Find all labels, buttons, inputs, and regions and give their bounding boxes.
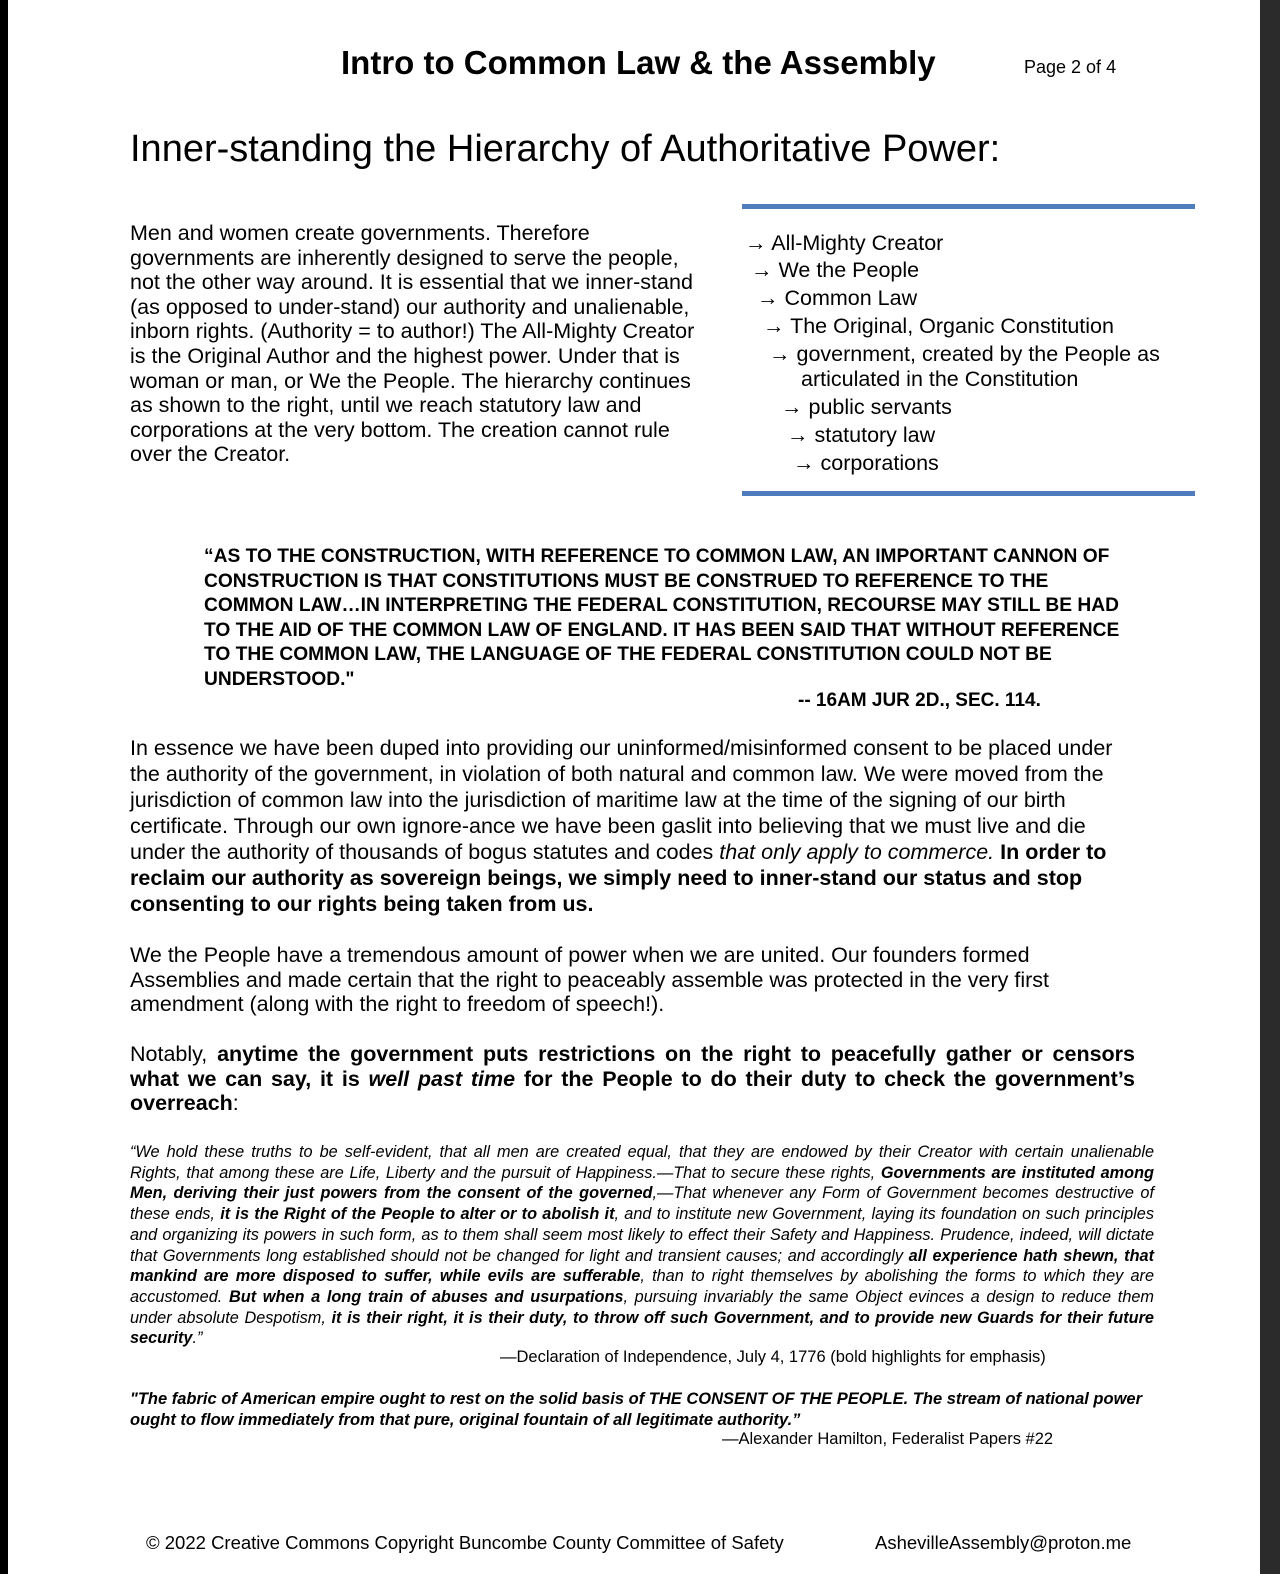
section-heading: Inner-standing the Hierarchy of Authoritative Power: — [130, 128, 1001, 170]
hierarchy-item: → We the People — [751, 258, 920, 282]
document-page — [8, 0, 1260, 1574]
hierarchy-item: → Common Law — [757, 286, 918, 310]
arrow-icon: → — [763, 314, 785, 338]
hierarchy-item: → government, created by the People as — [769, 342, 1160, 366]
hierarchy-bottom-rule — [742, 491, 1195, 496]
intro-paragraph: Men and women create governments. Therefore governments are inherently designed to serve the people, not the other way around. It is essential that we inner-stand (as opposed to under-stand) our authority and unalienable, inborn rights. (Authority = to author!) The All-Mighty Creator is the Original Author and the highest power. Under that is woman or man, or We the People. The hierarchy continues as shown to the right, until we reach statutory law and corporations at the very bottom. The creation cannot rule over the Creator. — [130, 221, 695, 467]
hierarchy-item-continuation: articulated in the Constitution — [801, 367, 1079, 391]
hamilton-quote: "The fabric of American empire ought to rest on the solid basis of THE CONSENT OF THE PEOPLE. The stream of national power ought to flow immediately from that pure, original fountain of all legitimate authority.” — [130, 1390, 1143, 1429]
footer-copyright: © 2022 Creative Commons Copyright Buncombe County Committee of Safety — [146, 1532, 784, 1553]
arrow-icon: → — [769, 342, 791, 366]
document-title: Intro to Common Law & the Assembly — [341, 44, 936, 81]
notably-paragraph: Notably, anytime the government puts restrictions on the right to peacefully gather or censors what we can say, it is well past time for the People to do their duty to check the government’s overreach: — [130, 1042, 1136, 1115]
hierarchy-item: → corporations — [793, 451, 939, 475]
hierarchy-top-rule — [742, 204, 1195, 209]
hierarchy-item: → statutory law — [787, 423, 936, 447]
declaration-quote: “We hold these truths to be self-evident, that all men are created equal, that they are endowed by their Creator with certain unalienable Rights, that among these are Life, Liberty and the pursuit of Happiness.—That to secure these rights, Governments are instituted among Men, deriving their just powers from the consent of the governed,—That whenever any Form of Government becomes destructive of these ends, it is the Right of the People to alter or to abolish it, and to institute new Government, laying its foundation on such principles and organizing its powers in such form, as to them shall seem most likely to effect their Safety and Happiness. Prudence, indeed, will dictate that Governments long established should not be changed for light and transient causes; and accordingly all experience hath shewn, that mankind are more disposed to suffer, while evils are sufferable, than to right themselves by abolishing the forms to which they are accustomed. But when a long train of abuses and usurpations, pursuing invariably the same Object evinces a design to reduce them under absolute Despotism, it is their right, it is their duty, to throw off such Government, and to provide new Guards for their future security.” — [130, 1143, 1155, 1348]
essence-paragraph: In essence we have been duped into providing our uninformed/misinformed consent to be placed under the authority of the government, in violation of both natural and common law. We were moved from the jurisdiction of common law into the jurisdiction of maritime law at the time of the signing of our birth certificate. Through our own ignore-ance we have been gaslit into believing that we must live and die under the authority of thousands of bogus statutes and codes that only apply to commerce. In order to reclaim our authority as sovereign beings, we simply need to inner-stand our status and stop consenting to our rights being taken from us. — [130, 736, 1113, 916]
arrow-icon: → — [751, 258, 773, 282]
hamilton-citation: —Alexander Hamilton, Federalist Papers #22 — [722, 1430, 1054, 1448]
hierarchy-item: → All-Mighty Creator — [745, 231, 944, 255]
page-edge-shadow — [1260, 0, 1280, 1574]
jurisprudence-citation: -- 16AM JUR 2D., SEC. 114. — [798, 690, 1041, 711]
hierarchy-item: → The Original, Organic Constitution — [763, 314, 1114, 338]
arrow-icon: → — [757, 286, 779, 310]
footer-email: AshevilleAssembly@proton.me — [875, 1532, 1132, 1553]
declaration-citation: —Declaration of Independence, July 4, 1776 (bold highlights for emphasis) — [500, 1348, 1046, 1366]
power-paragraph: We the People have a tremendous amount of power when we are united. Our founders formed Assemblies and made certain that the right to peaceably assemble was protected in the very first amendment (along with the right to freedom of speech!). — [130, 943, 1049, 1016]
jurisprudence-quote: “AS TO THE CONSTRUCTION, WITH REFERENCE TO COMMON LAW, AN IMPORTANT CANNON OF CONSTRUCTION IS THAT CONSTITUTIONS MUST BE CONSTRUED TO REFERENCE TO THE COMMON LAW…IN INTERPRETING THE FEDERAL CONSTITUTION, RECOURSE MAY STILL BE HAD TO THE AID OF THE COMMON LAW OF ENGLAND. IT HAS BEEN SAID THAT WITHOUT REFERENCE TO THE COMMON LAW, THE LANGUAGE OF THE FEDERAL CONSTITUTION COULD NOT BE UNDERSTOOD." — [204, 546, 1120, 690]
page-number: Page 2 of 4 — [1024, 57, 1117, 77]
arrow-icon: → — [787, 423, 809, 447]
hierarchy-item: → public servants — [781, 395, 952, 419]
arrow-icon: → — [745, 231, 767, 255]
arrow-icon: → — [781, 395, 803, 419]
arrow-icon: → — [793, 451, 815, 475]
